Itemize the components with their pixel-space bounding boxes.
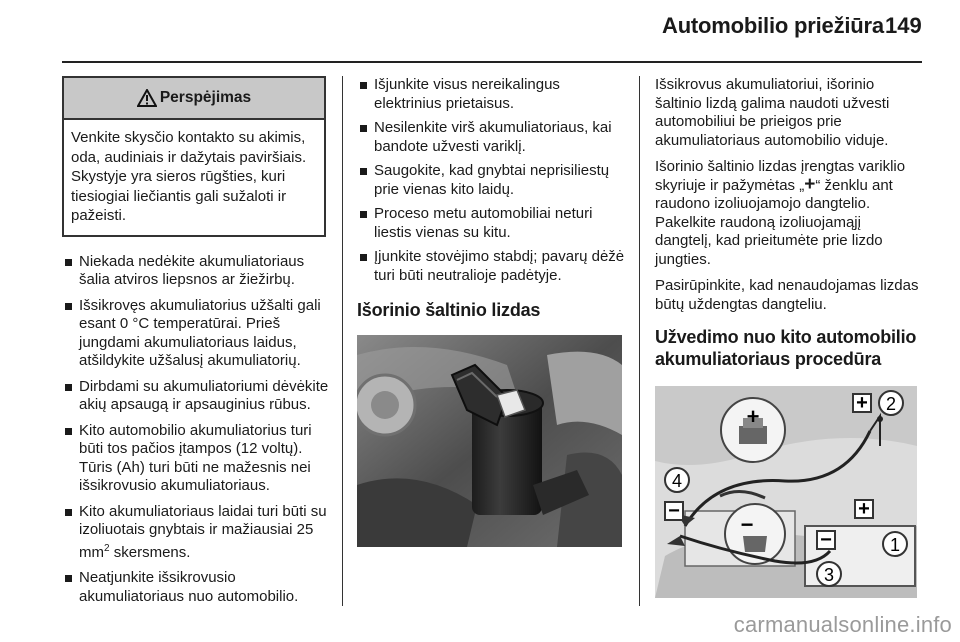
- list-item: Išsikrovęs akumuliatorius užšalti gali esant 0 °C temperatūrai. Prieš jungdami akumuliatoriaus laidus, atšildykite užšalusį akumuliatorių.: [62, 297, 330, 371]
- warning-triangle-icon: [137, 89, 157, 107]
- label-2: 2: [885, 394, 897, 414]
- page-header: [0, 0, 960, 60]
- external-socket-photo: [357, 335, 622, 547]
- paragraph: [655, 158, 921, 269]
- column-1: [62, 76, 330, 613]
- column-3: [655, 76, 921, 598]
- list-item: Kito automobilio akumuliatorius turi būti tos pačios įtampos (12 voltų). Tūris (Ah) turi būti ne mažesnis nei išsikrovusio akumuliatoriaus.: [62, 422, 330, 496]
- warning-header: [64, 78, 324, 120]
- precautions-list-2: [357, 76, 627, 285]
- column-2: [357, 76, 627, 547]
- header-title: Automobilio priežiūra: [662, 13, 884, 38]
- list-item: [62, 503, 330, 563]
- plus-symbol: +: [804, 173, 816, 195]
- item-text: Kito akumuliatoriaus laidai turi būti su izoliuotais gnybtais ir mažiausiai 25 mm: [79, 502, 327, 561]
- list-item: Nesilenkite virš akumuliatoriaus, kai bandote užvesti variklį.: [357, 119, 627, 156]
- label-minus: −: [820, 529, 832, 551]
- paragraph: Pasirūpinkite, kad nenaudojamas lizdas būtų uždengtas dangteliu.: [655, 277, 919, 313]
- column-divider: [639, 76, 640, 606]
- list-item: Niekada nedėkite akumuliatoriaus šalia atviros liepsnos ar žiežirbų.: [62, 253, 330, 290]
- page-number: 149: [885, 13, 922, 38]
- section-heading: Išorinio šaltinio lizdas: [357, 300, 541, 320]
- jump-start-illustration: [655, 386, 917, 598]
- label-4: 4: [671, 471, 683, 491]
- column-divider: [342, 76, 343, 606]
- precautions-list: [62, 253, 330, 607]
- paragraph: Išsikrovus akumuliatoriui, išorinio šaltinio lizdą galima naudoti užvesti automobiliui be prieigos prie akumuliatoriaus automobilio viduje.: [655, 76, 890, 149]
- label-plus: +: [856, 392, 868, 414]
- warning-text: Venkite skysčio kontakto su akimis, oda, audiniais ir dažytais paviršiais. Skystyje yra sieros rūgšties, kuri tiesiogiai liečiantis gali sužaloti ir pažeisti.: [71, 129, 307, 224]
- header-divider: [62, 61, 922, 63]
- superscript: 2: [104, 542, 110, 554]
- callout-minus: −: [740, 512, 754, 537]
- list-item: Išjunkite visus nereikalingus elektrinius prietaisus.: [357, 76, 627, 113]
- label-3: 3: [823, 565, 835, 585]
- section-heading: Užvedimo nuo kito automobilio akumuliatoriaus procedūra: [655, 327, 917, 369]
- label-1: 1: [889, 535, 901, 555]
- list-item: Neatjunkite išsikrovusio akumuliatoriaus nuo automobilio.: [62, 569, 330, 606]
- list-item: Proceso metu automobiliai neturi liestis vienas su kitu.: [357, 205, 627, 242]
- warning-box: [62, 76, 326, 237]
- warning-title: Perspėjimas: [159, 89, 252, 106]
- list-item: Saugokite, kad gnybtai neprisiliestų prie vienas kito laidų.: [357, 162, 627, 199]
- callout-plus: +: [746, 404, 760, 429]
- list-item: Įjunkite stovėjimo stabdį; pavarų dėžė turi būti neutralioje padėtyje.: [357, 248, 627, 285]
- list-item: Dirbdami su akumuliatoriumi dėvėkite akių apsaugą ir apsauginius rūbus.: [62, 378, 330, 415]
- watermark: carmanualsonline.info: [733, 612, 952, 637]
- item-text: skersmens.: [109, 543, 191, 561]
- label-minus: −: [668, 500, 680, 522]
- paragraph-text: Išorinio šaltinio lizdas įrengtas variklio skyriuje ir pažymėtas „: [655, 158, 906, 194]
- label-plus: +: [858, 498, 870, 520]
- paragraph-text: “ ženklu ant raudono izoliuojamojo dangtelio. Pakelkite raudoną izoliuojamąjį dangtelį, kad prieitumėte prie lizdo jungties.: [655, 176, 893, 268]
